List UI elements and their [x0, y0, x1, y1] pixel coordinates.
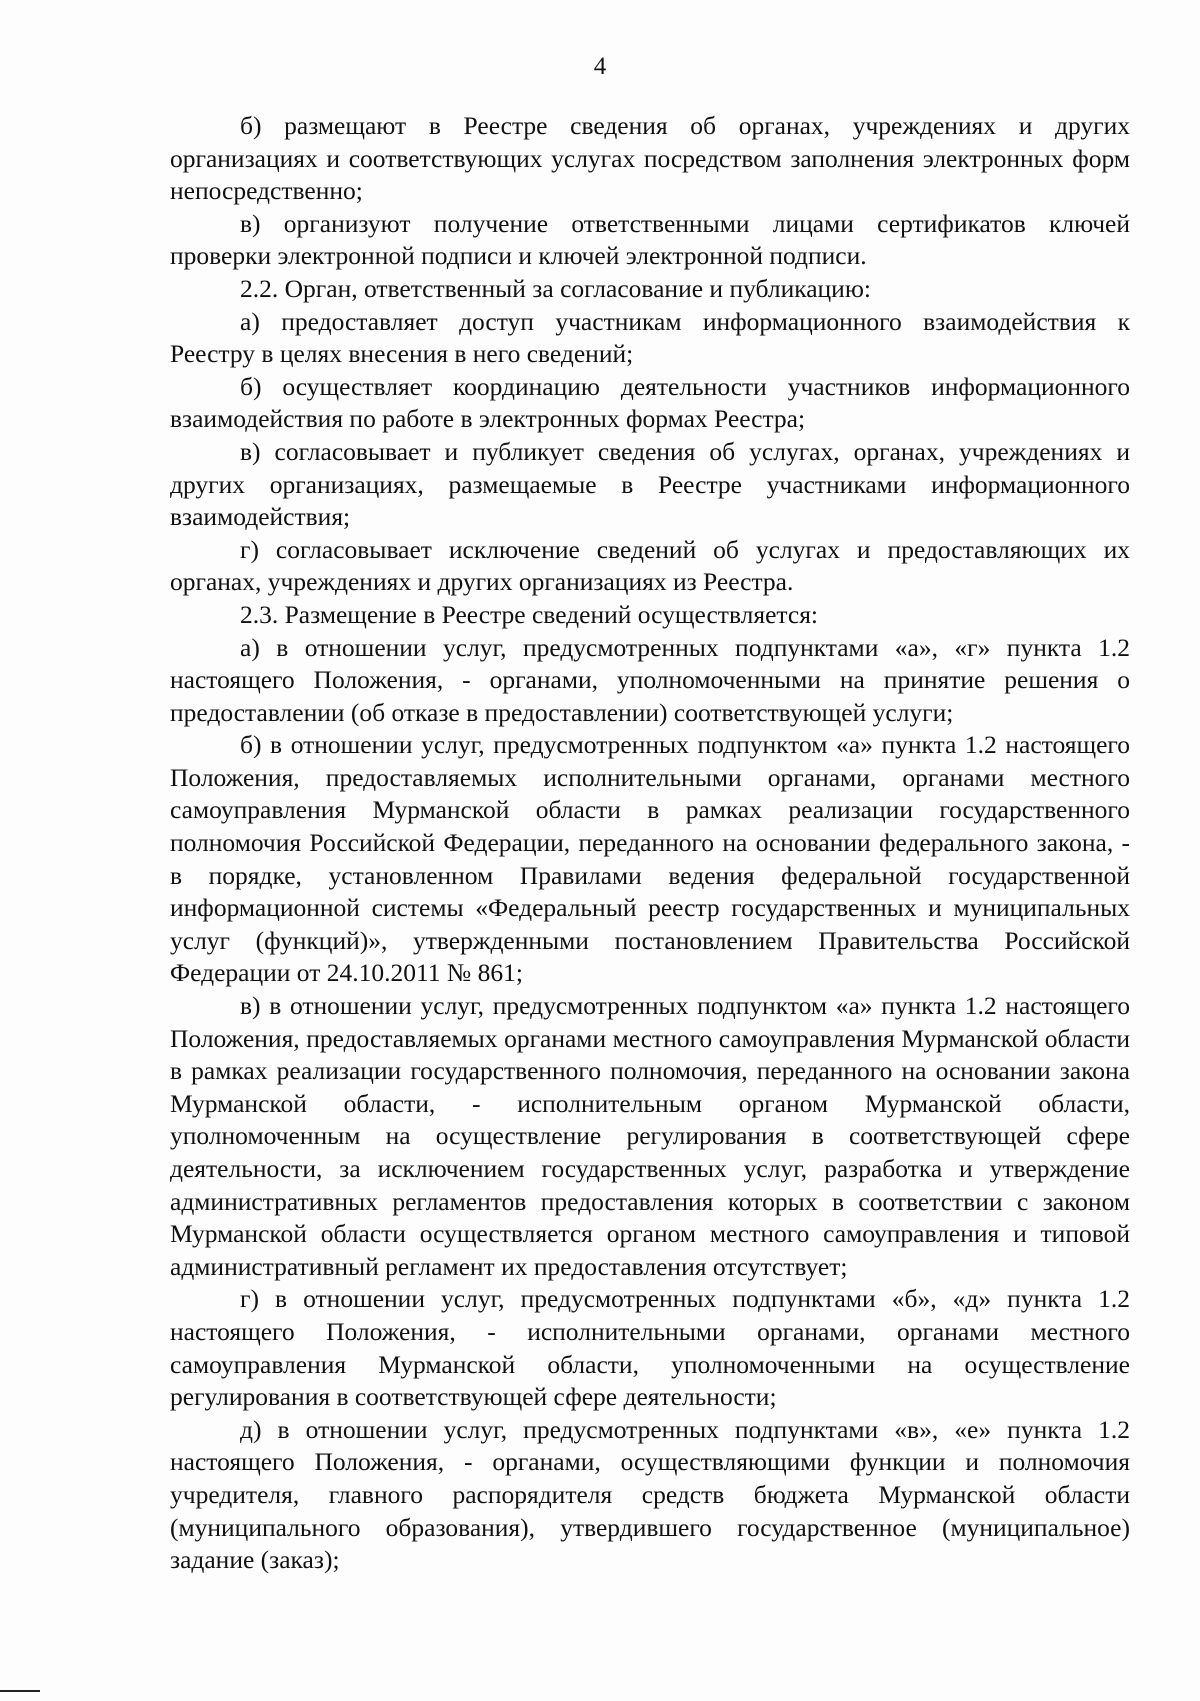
scan-edge-mark: [0, 1690, 40, 1692]
paragraph: б) в отношении услуг, предусмотренных подпунктом «а» пункта 1.2 настоящего Положения, предоставляемых исполнительными органами, органами местного самоуправления Мурманской области в рамках реализации государственного полномочия Российской Федерации, переданного на основании федерального закона, - в порядке, установленном Правилами ведения федеральной государственной информационной системы «Федеральный реестр государственных и муниципальных услуг (функций)», утвержденными постановлением Правительства Российской Федерации от 24.10.2011 № 861;: [170, 730, 1130, 988]
paragraph: б) осуществляет координацию деятельности участников информационного взаимодействия по работе в электронных формах Реестра;: [170, 371, 1130, 434]
page-number: 4: [593, 53, 607, 80]
paragraph: б) размещают в Реестре сведения об органах, учреждениях и других организациях и соответствующих услугах посредством заполнения электронных форм непосредственно;: [170, 111, 1130, 206]
paragraph: г) согласовывает исключение сведений об услугах и предоставляющих их органах, учреждениях и других организациях из Реестра.: [170, 534, 1130, 597]
document-body: [170, 110, 1130, 1577]
paragraph: в) согласовывает и публикует сведения об услугах, органах, учреждениях и других организациях, размещаемые в Реестре участниками информационного взаимодействия;: [170, 436, 1130, 532]
paragraph: д) в отношении услуг, предусмотренных подпунктами «в», «е» пункта 1.2 настоящего Положения, - органами, осуществляющими функции и полномочия учредителя, главного распорядителя средств бюджета Мурманской области (муниципального образования), утвердившего государственное (муниципальное) задание (заказ);: [170, 1414, 1130, 1575]
paragraph: а) предоставляет доступ участникам информационного взаимодействия к Реестру в целях внесения в него сведений;: [170, 306, 1130, 369]
paragraph: в) в отношении услуг, предусмотренных подпунктом «а» пункта 1.2 настоящего Положения, предоставляемых органами местного самоуправления Мурманской области в рамках реализации государственного полномочия, переданного на основании закона Мурманской области, - исполнительным органом Мурманской области, уполномоченным на осуществление регулирования в соответствующей сфере деятельности, за исключением государственных услуг, разработка и утверждение административных регламентов предоставления которых в соответствии с законом Мурманской области осуществляется органом местного самоуправления и типовой административный регламент их предоставления отсутствует;: [170, 991, 1130, 1281]
paragraph: в) организуют получение ответственными лицами сертификатов ключей проверки электронной подписи и ключей электронной подписи.: [170, 208, 1130, 271]
section-heading: 2.3. Размещение в Реестре сведений осуществляется:: [240, 599, 819, 629]
paragraph: а) в отношении услуг, предусмотренных подпунктами «а», «г» пункта 1.2 настоящего Положения, - органами, уполномоченными на принятие решения о предоставлении (об отказе в предоставлении) соответствующей услуги;: [170, 632, 1130, 727]
section-heading: 2.2. Орган, ответственный за согласование и публикацию:: [240, 273, 871, 303]
paragraph: г) в отношении услуг, предусмотренных подпунктами «б», «д» пункта 1.2 настоящего Положения, - исполнительными органами, органами местного самоуправления Мурманской области, уполномоченными на осуществление регулирования в соответствующей сфере деятельности;: [170, 1284, 1130, 1412]
